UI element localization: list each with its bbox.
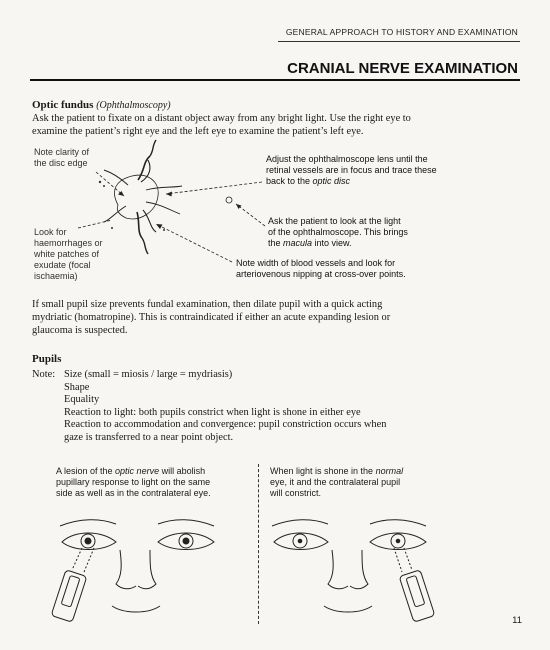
note-label: Note:	[32, 369, 56, 380]
page-number: 11	[512, 615, 522, 626]
intro-line: examine the patient’s right eye and the left eye to examine the patient’s left eye.	[32, 126, 364, 137]
dilation-paragraph: If small pupil size prevents fundal examination, then dilate pupil with a quick acting mydriatic (homatropine). This is contraindicated if either an acute expanding lesion or glaucoma is suspected.	[32, 299, 391, 336]
face-normal-response-illustration	[262, 510, 512, 630]
left-caption: A lesion of the optic nerve will abolish pupillary response to light on the same side as well as in the contralateral eye.	[56, 466, 211, 498]
optic-fundus-subtitle: (Ophthalmoscopy)	[96, 100, 171, 111]
list-item: Equality	[64, 394, 100, 405]
intro-line: Ask the patient to fixate on a distant object away from any bright light. Use the right eye to	[32, 113, 411, 124]
pupil-checklist	[64, 369, 524, 444]
list-item: gaze is transferred to a near point object.	[64, 431, 234, 443]
list-item: Reaction to accommodation and convergence: pupil constriction occurs when	[64, 419, 387, 430]
pupils-heading: Pupils	[32, 353, 62, 365]
lens-adjust-note: Adjust the ophthalmoscope lens until the retinal vessels are in focus and trace these back to the optic disc	[266, 154, 437, 186]
haemorrhage-note: Look for haemorrhages or white patches of exudate (focal ischaemia)	[34, 227, 103, 281]
list-item: Reaction to light: both pupils constrict when light is shone in either eye	[64, 406, 361, 418]
disc-edge-note: Note clarity of the disc edge	[34, 147, 90, 168]
optic-fundus-title: Optic fundus	[32, 99, 94, 111]
right-caption: When light is shone in the normal eye, it and the contralateral pupil will constrict.	[270, 466, 404, 498]
running-head: GENERAL APPROACH TO HISTORY AND EXAMINATION	[285, 27, 518, 37]
vessel-width-note: Note width of blood vessels and look for arteriovenous nipping at cross-over points.	[236, 258, 406, 279]
list-item: Shape	[64, 381, 90, 393]
section-title: CRANIAL NERVE EXAMINATION	[287, 60, 518, 77]
list-item: Size (small = miosis / large = mydriasis)	[64, 369, 233, 380]
look-at-light-note: Ask the patient to look at the light of the ophthalmoscope. This brings the macula into view.	[268, 216, 408, 248]
